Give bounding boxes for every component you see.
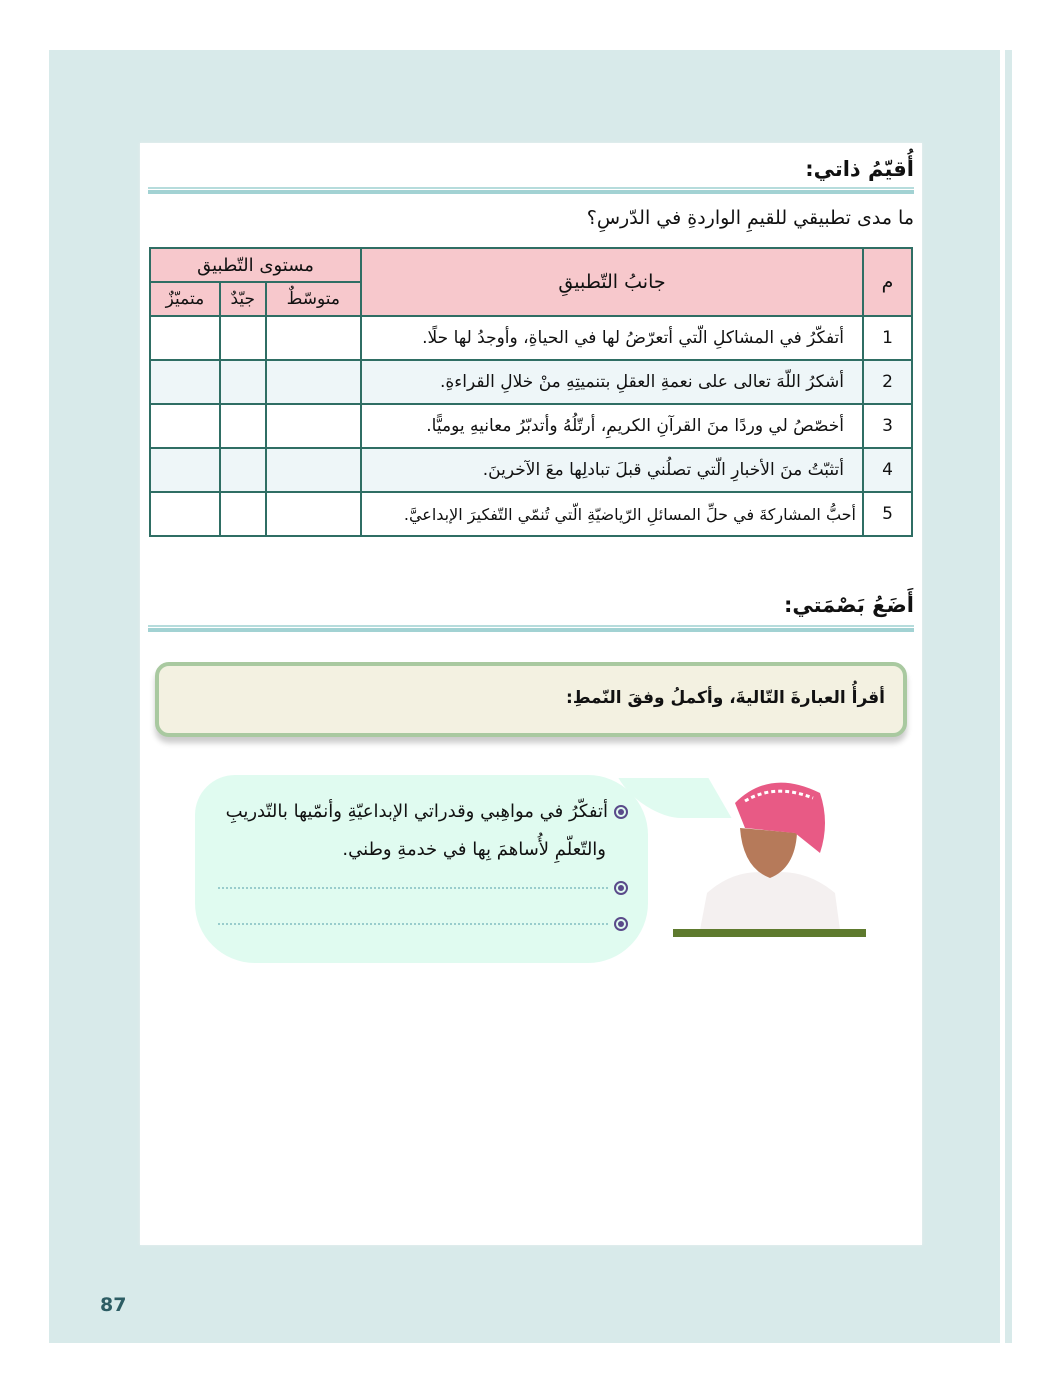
row-number: 4 [863,448,912,492]
line-text: أتفكّرُ في مواهِبي وقدراتي الإبداعيّةِ وأنمّيها بالتّدريبِ [225,801,608,822]
speech-bubble [195,775,648,963]
cell-good[interactable] [220,316,266,360]
cell-average[interactable] [266,404,361,448]
continued-line [342,839,606,860]
boy-base-bar [673,929,866,937]
row-text: أحبُّ المشاركةَ في حلِّ المسائلِ الرّياضيّةِ الّتي تُنمّي التّفكيرَ الإبداعيَّ. [361,492,863,536]
row-number: 3 [863,404,912,448]
table-row [150,404,912,448]
bullet-line [226,801,628,822]
cell-excellent[interactable] [150,360,220,404]
page-number: 87 [100,1294,127,1316]
instruction-text: أقرأُ العبارةَ التّاليةَ، وأكملُ وفقَ النّمطِ: [566,688,885,708]
cell-excellent[interactable] [150,448,220,492]
cell-good[interactable] [220,448,266,492]
row-text: أخصّصُ لي وردًا منَ القرآنِ الكريمِ، أرتّلُهُ وأتدبّرُ معانيهِ يوميًّا. [361,404,863,448]
section-title-my-mark: أَضَعُ بَصْمَتي: [783,593,914,617]
assessment-table [149,247,913,537]
header-average: متوسّطٌ [266,282,361,316]
cell-excellent[interactable] [150,316,220,360]
row-text: أتثبّتُ منَ الأخبارِ الّتي تصلُني قبلَ تبادلِها معَ الآخرينَ. [361,448,863,492]
cell-excellent[interactable] [150,492,220,536]
cell-excellent[interactable] [150,404,220,448]
dotted-answer-field[interactable] [218,923,608,925]
table-row [150,316,912,360]
bullet-icon [614,917,628,931]
section-title-self-assessment: أُقيّمُ ذاتي: [805,157,914,181]
header-excellent: متميّزٌ [150,282,220,316]
divider [148,187,914,194]
cell-average[interactable] [266,448,361,492]
content-card [140,143,922,1245]
row-number: 5 [863,492,912,536]
question: ما مدى تطبيقي للقيمِ الواردةِ في الدّرسِ؟ [586,207,914,229]
answer-line-2[interactable] [218,917,628,931]
row-text: أتفكّرُ في المشاكلِ الّتي أتعرّضُ لها في الحياةِ، وأوجدُ لها حلًا. [361,316,863,360]
table-row [150,492,912,536]
divider [148,625,914,632]
header-aspect: جانبُ التّطبيقِ [361,248,863,316]
bullet-icon [614,805,628,819]
header-good: جيّدٌ [220,282,266,316]
cell-average[interactable] [266,492,361,536]
row-number: 2 [863,360,912,404]
cell-good[interactable] [220,404,266,448]
bullet-icon [614,881,628,895]
boy-illustration [695,773,845,930]
cell-good[interactable] [220,360,266,404]
header-number: م [863,248,912,316]
cell-average[interactable] [266,316,361,360]
row-number: 1 [863,316,912,360]
cell-good[interactable] [220,492,266,536]
header-level: مستوى التّطبيق [150,248,361,282]
dotted-answer-field[interactable] [218,887,608,889]
row-text: أشكرُ اللّهَ تعالى على نعمةِ العقلِ بتنميتِهِ منْ خلالِ القراءةِ. [361,360,863,404]
cell-average[interactable] [266,360,361,404]
table-row [150,360,912,404]
line-text: والتّعلّمِ لأُساهمَ بِها في خدمةِ وطني. [342,839,606,860]
table-row [150,448,912,492]
side-strip [1005,50,1012,1343]
instruction-banner [155,662,907,737]
answer-line-1[interactable] [218,881,628,895]
